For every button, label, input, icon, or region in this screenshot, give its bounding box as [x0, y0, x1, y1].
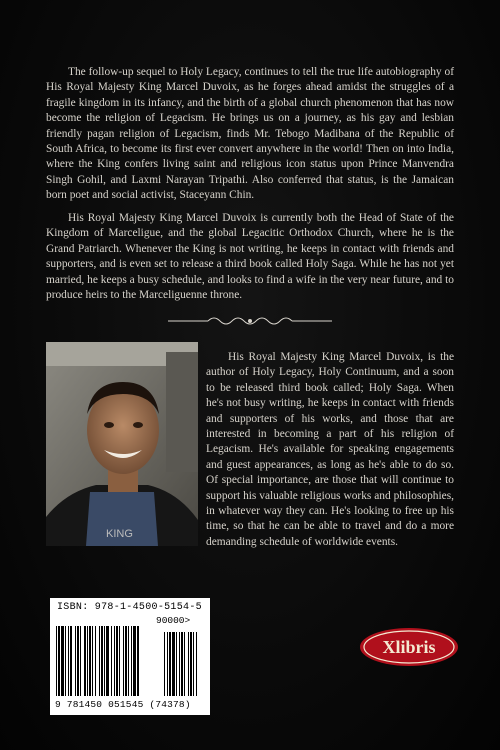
barcode-bars [56, 626, 206, 698]
barcode-bar [116, 626, 118, 696]
svg-text:KING: KING [106, 528, 133, 540]
barcode-addon-bar [176, 632, 177, 696]
barcode-bar [111, 626, 112, 696]
barcode-bar [70, 626, 72, 696]
barcode-addon-bar [167, 632, 168, 696]
barcode-bar [61, 626, 64, 696]
barcode-bar [77, 626, 79, 696]
barcode-addon-bar [181, 632, 183, 696]
barcode-bar [119, 626, 120, 696]
barcode-bar [137, 626, 139, 696]
barcode-addon-bar [188, 632, 189, 696]
barcode-addon-bar [193, 632, 194, 696]
synopsis-paragraph-2: His Royal Majesty King Marcel Duvoix is currently both the Head of State of the Kingdom of Marceligue, and the global Legacitic Orthodox Church, where he is the Grand Patriarch. Whenever the King is not writing, he keeps in contact with friends and supporters, and is even set to release a third book called Holy Saga. While he has not yet married, he keeps a busy schedule, and looks to find a wife in the very near future, and to produce heirs to the Marceliguenne throne. [46, 212, 454, 302]
barcode-addon-bar [164, 632, 165, 696]
barcode-bar [84, 626, 86, 696]
xlibris-logo-text: Xlibris [382, 637, 436, 657]
barcode-bar [101, 626, 103, 696]
isbn-label: ISBN: 978-1-4500-5154-5 [57, 602, 202, 613]
barcode-bar [133, 626, 136, 696]
barcode-bar [95, 626, 96, 696]
author-bio: His Royal Majesty King Marcel Duvoix, is the author of Holy Legacy, Holy Continuum, and a soon to be released third book called; Holy Saga. When he's not busy writing, he keeps in contact with friends and supporters of his works, and those that are interested in becoming a part of his religion of Legacism. He's available for speaking engagements and guest appearances, as long as he's able to do so. Of special importance, are those that will continue to support his valuable religious works and philosophies, in whatever way they can. He's looking to free up his time, so that he can be able to travel and do a more demanding schedule of worldwide events. [206, 351, 454, 548]
author-photo [46, 342, 198, 546]
barcode-addon-bar [196, 632, 197, 696]
xlibris-logo [358, 626, 460, 668]
barcode-bar [106, 626, 109, 696]
barcode-bar [125, 626, 127, 696]
barcode-bar [128, 626, 129, 696]
barcode-addon-bar [172, 632, 175, 696]
barcode-bar [114, 626, 115, 696]
barcode-addon-bar [169, 632, 171, 696]
barcode-bar [131, 626, 132, 696]
barcode-bar [80, 626, 81, 696]
barcode-bar [99, 626, 100, 696]
barcode-bar [87, 626, 88, 696]
ornament-divider-icon [168, 314, 332, 328]
barcode-bar [89, 626, 91, 696]
barcode-bar [56, 626, 57, 696]
price-code: 90000> [156, 615, 191, 626]
barcode-addon-bar [184, 632, 185, 696]
barcode-digits: 9 781450 051545 (74378) [55, 699, 191, 710]
barcode-bar [58, 626, 60, 696]
barcode-bar [65, 626, 66, 696]
barcode-bar [68, 626, 69, 696]
barcode-bar [92, 626, 93, 696]
barcode-bar [123, 626, 124, 696]
isbn-barcode [50, 598, 210, 715]
barcode-bar [104, 626, 105, 696]
synopsis-paragraph-1: The follow-up sequel to Holy Legacy, continues to tell the true life autobiography of His Royal Majesty King Marcel Duvoix, as he forges ahead amidst the struggles of a fragile kingdom in its infancy, and the birth of a global church phenomenon that has now become the religion of Legacism. He brings us on a journey, as his gay and lesbian friendly pagan religion of Legacism, finds Mr. Tebogo Madibana of the Republic of South Africa, to become its first ever convert anywhere in the world! Then on into India, where the King confers living saint and religious icon status upon Prince Manvendra Singh Gohil, and Laxmi Narayan Tripathi. Also conferred that status, is the Jamaican born poet and social activist, Staceyann Chin. [46, 66, 454, 202]
barcode-addon-bar [190, 632, 192, 696]
barcode-bar [75, 626, 76, 696]
barcode-addon-bar [179, 632, 180, 696]
